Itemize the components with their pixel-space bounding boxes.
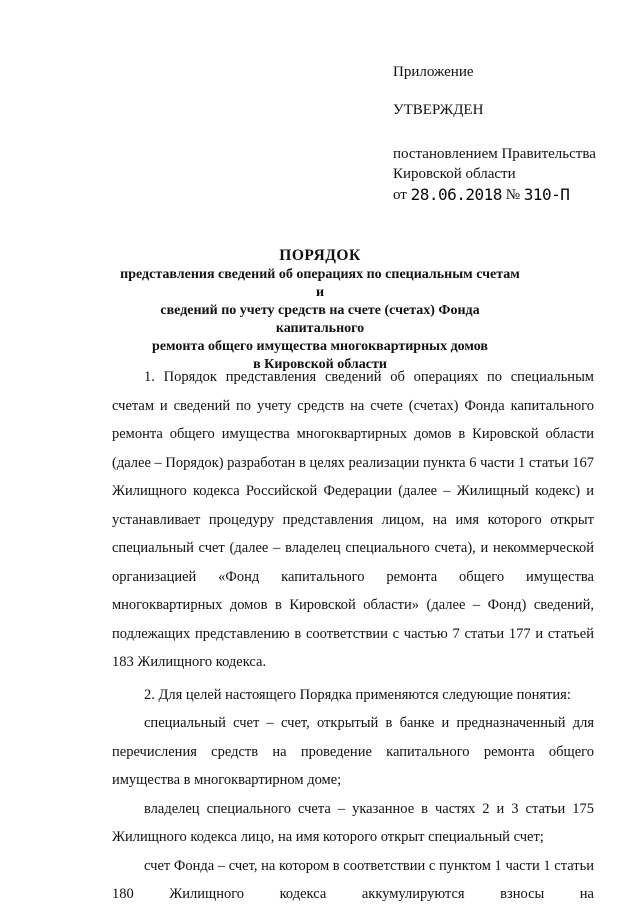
document-title — [120, 246, 520, 374]
paragraph-definition-fund-account: счет Фонда – счет, на котором в соответствии с пунктом 1 части 1 статьи 180 Жилищного кодекса аккумулируются взносы на — [112, 857, 594, 902]
date-prefix: от — [393, 187, 407, 203]
paragraph-definition-account-owner: владелец специального счета – указанное в частях 2 и 3 статьи 175 Жилищного кодекса лицо, на имя которого открыт специальный счет; — [112, 800, 594, 845]
title-subtitle-line: сведений по учету средств на счете (счетах) Фонда капитального — [160, 303, 480, 336]
title-subtitle-line: в Кировской области — [253, 357, 387, 372]
approval-date-line — [393, 184, 628, 205]
paragraph-1: 1. Порядок представления сведений об операциях по специальным счетам и сведений по учету средств на счете (счетах) Фонда капитального ремонта общего имущества многоквартирных домов в Кировской области (далее – Порядок) разработан в целях реализации пункта 6 части 1 статьи 167 Жилищного кодекса Российской Федерации (далее – Жилищный кодекс) и устанавливает процедуру представления лицом, на имя которого открыт специальный счет (далее – владелец специального счета), и некоммерческой организацией «Фонд капитального ремонта общего имущества многоквартирных домов в Кировской области» (далее – Фонд) сведений, подлежащих представлению в соответствии с частью 7 статьи 177 и статьей 183 Жилищного кодекса. — [112, 369, 594, 670]
approved-stamp-text: УТВЕРЖДЕН — [393, 102, 484, 118]
approved-by-line: постановлением Правительства — [393, 146, 596, 162]
approval-block — [393, 62, 628, 205]
approved-by-region: Кировской области — [393, 166, 516, 182]
number-prefix: № — [505, 187, 520, 203]
paragraph-2: 2. Для целей настоящего Порядка применяются следующие понятия: — [144, 686, 571, 703]
paragraph-definition-special-account: специальный счет – счет, открытый в банке и предназначенный для перечисления средств на проведение капитального ремонта общего имущества в многоквартирном доме; — [112, 715, 594, 788]
appendix-label: Приложение — [393, 64, 474, 80]
handwritten-date: 28.06.2018 — [410, 185, 502, 204]
title-subtitle-line: представления сведений об операциях по специальным счетам и — [120, 267, 520, 300]
title-heading: ПОРЯДОК — [279, 247, 361, 264]
document-body — [112, 363, 594, 909]
handwritten-number: 310-П — [523, 185, 570, 204]
title-subtitle-line: ремонта общего имущества многоквартирных домов — [152, 339, 488, 354]
